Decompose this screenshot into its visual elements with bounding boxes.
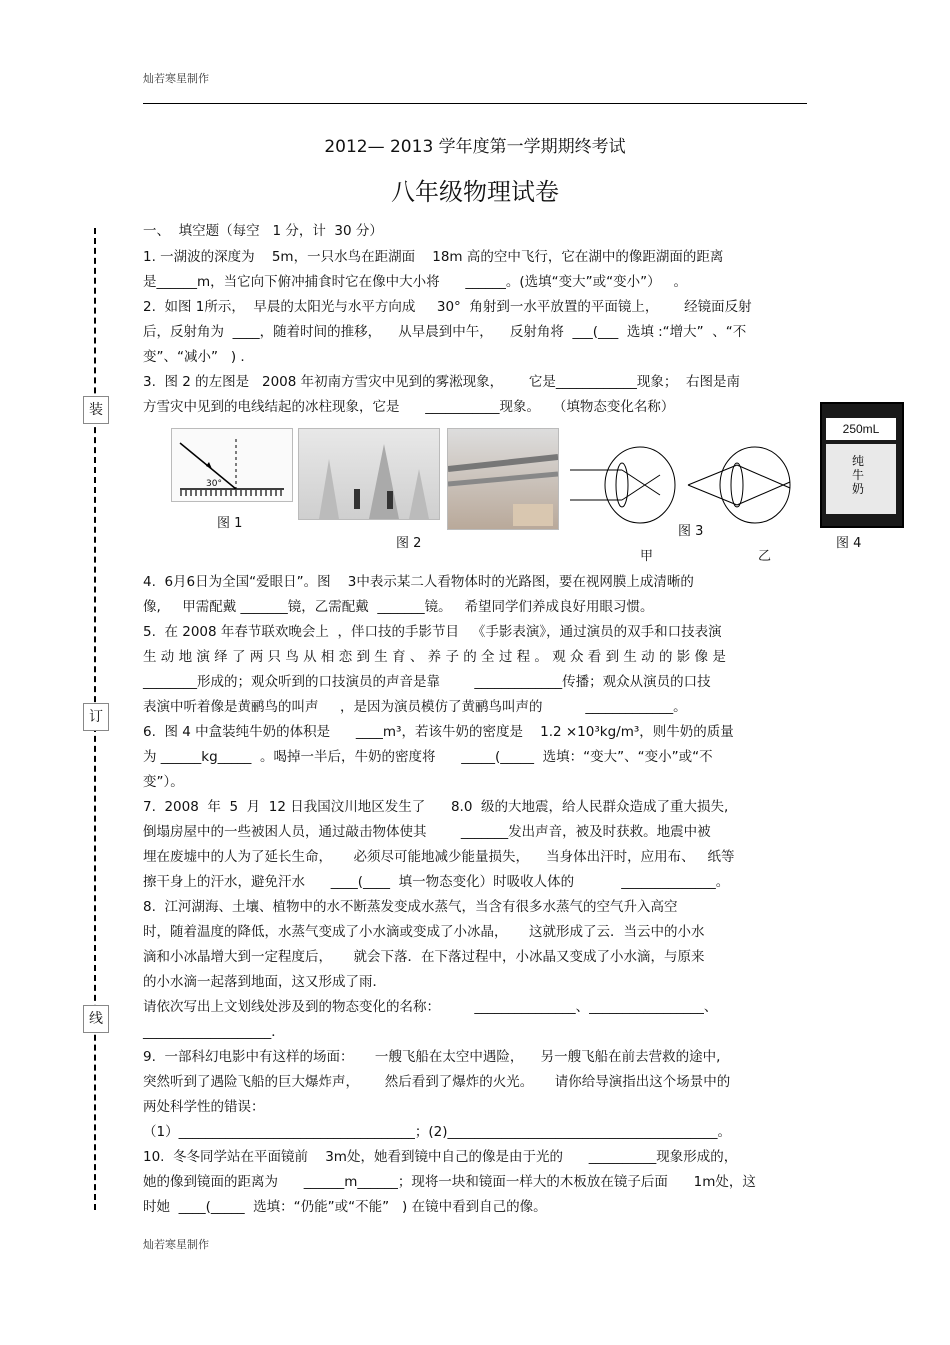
milk-product-label: 纯牛奶 (852, 454, 865, 496)
figure-3-label-yi: 乙 (758, 549, 772, 564)
page-header: 灿若寒星制作 (143, 72, 209, 85)
figure-2-caption: 图 2 (396, 536, 422, 551)
paper-title: 八年级物理试卷 (391, 178, 559, 206)
binding-label-xian: 线 (83, 1005, 109, 1033)
figure-2-rime-photo (298, 428, 440, 520)
question-line: 6. 图 4 中盒装纯牛奶的体积是 ____m³，若该牛奶的密度是 1.2 ×10³kg/m³，则牛奶的质量 (143, 724, 734, 740)
exam-title: 2012— 2013 学年度第一学期期终考试 (324, 137, 626, 157)
figure-1-caption: 图 1 (217, 516, 243, 531)
question-line: 2. 如图 1所示， 早晨的太阳光与水平方向成 30° 角射到一水平放置的平面镜上， 经镜面反射 (143, 299, 752, 315)
question-line: 后，反射角为 ____，随着时间的推移， 从早晨到中午， 反射角将 ___(___ 选填 :“增大” 、“不 (143, 324, 747, 340)
figure-3-eye-diagrams (570, 440, 810, 530)
question-line: 她的像到镜面的距离为 ______m______；现将一块和镜面一样大的木板放在镜子后面 1m处，这 (143, 1174, 756, 1190)
figure-2-ice-wire-photo (447, 428, 559, 530)
question-line: 为 ______kg_____ 。喝掉一半后，牛奶的密度将 _____(_____ 选填：“变大”、“变小”或“不 (143, 749, 713, 765)
binding-label-ding: 订 (83, 703, 109, 731)
question-line: 两处科学性的错误： (143, 1099, 265, 1115)
question-line: 突然听到了遇险飞船的巨大爆炸声， 然后看到了爆炸的火光。 请你给导演指出这个场景中的 (143, 1074, 731, 1090)
binding-label-zhuang: 装 (83, 396, 109, 424)
question-line: 请依次写出上文划线处涉及到的物态变化的名称： _______________、_________________、 (143, 999, 718, 1015)
figure-3-label-jia: 甲 (640, 549, 654, 564)
question-line: 滴和小冰晶增大到一定程度后， 就会下落．在下落过程中，小冰晶又变成了小水滴，与原来 (143, 949, 705, 965)
question-line: 时她 ____(_____ 选填：“仍能”或“不能” ) 在镜中看到自己的像。 (143, 1199, 547, 1215)
question-line: 3. 图 2 的左图是 2008 年初南方雪灾中见到的雾淞现象， 它是____________现象； 右图是南 (143, 374, 740, 390)
question-line: 的小水滴一起落到地面，这又形成了雨． (143, 974, 386, 990)
question-line: （1）___________________________________；(2)________________________________________。 (143, 1124, 731, 1140)
question-line: 9. 一部科幻电影中有这样的场面： 一艘飞船在太空中遇险， 另一艘飞船在前去营救的途中, (143, 1049, 721, 1065)
header-rule (143, 103, 807, 104)
question-line: 1. 一湖波的深度为 5m，一只水鸟在距湖面 18m 高的空中飞行，它在湖中的像距湖面的距离 (143, 249, 724, 265)
question-line: 像, 甲需配戴 _______镜，乙需配戴 _______镜。 希望同学们养成良好用眼习惯。 (143, 599, 654, 615)
question-line: ___________________． (143, 1024, 285, 1040)
question-line: 表演中听着像是黄鹂鸟的叫声 ，是因为演员模仿了黄鹂鸟叫声的 _____________。 (143, 699, 687, 715)
question-line: 10. 冬冬同学站在平面镜前 3m处，她看到镜中自己的像是由于光的 __________现象形成的， (143, 1149, 738, 1165)
question-line: 变”、“减小” ) . (143, 349, 245, 365)
question-line: 方雪灾中见到的电线结起的冰柱现象，它是 ___________现象。 （填物态变化名称） (143, 399, 675, 415)
question-line: 生 动 地 演 绎 了 两 只 鸟 从 相 恋 到 生 育 、 养 子 的 全 过 程 。 观 众 看 到 生 动 的 影 像 是 (143, 649, 726, 665)
figure-3-caption: 图 3 (678, 524, 704, 539)
question-line: ________形成的；观众听到的口技演员的声音是靠 _____________传播；观众从演员的口技 (143, 674, 711, 690)
question-line: 8. 江河湖海、土壤、植物中的水不断蒸发变成水蒸气，当含有很多水蒸气的空气升入高空 (143, 899, 678, 915)
figure-1-angle: 30° (206, 479, 222, 489)
figure-4-caption: 图 4 (836, 536, 862, 551)
question-line: 埋在废墟中的人为了延长生命， 必须尽可能地减少能量损失， 当身体出汗时，应用布、 纸等 (143, 849, 735, 865)
section-heading: 一、 填空题（每空 1 分，计 30 分） (143, 223, 383, 239)
question-line: 时，随着温度的降低，水蒸气变成了小水滴或变成了小冰晶， 这就形成了云．当云中的小水 (143, 924, 705, 940)
question-line: 倒塌房屋中的一些被困人员，通过敲击物体使其 _______发出声音，被及时获救。地震中被 (143, 824, 711, 840)
page-footer: 灿若寒星制作 (143, 1238, 209, 1251)
figure-4-milk-carton (820, 402, 904, 528)
question-line: 擦干身上的汗水，避免汗水 ____(____ 填一物态变化）时吸收人体的 ______________。 (143, 874, 730, 890)
figure-1-diagram (171, 428, 293, 502)
question-line: 变”）。 (143, 774, 184, 790)
question-line: 是______m，当它向下俯冲捕食时它在像中大小将 ______。(选填“变大”或“变小”） 。 (143, 274, 688, 290)
question-line: 5. 在 2008 年春节联欢晚会上 ，伴口技的手影节目 《手影表演》，通过演员的双手和口技表演 (143, 624, 722, 640)
question-line: 7. 2008 年 5 月 12 日我国汶川地区发生了 8.0 级的大地震，给人民群众造成了重大损失, (143, 799, 729, 815)
milk-volume-label: 250mL (826, 418, 896, 440)
question-line: 4. 6月6日为全国“爱眼日”。图 3中表示某二人看物体时的光路图，要在视网膜上成清晰的 (143, 574, 694, 590)
